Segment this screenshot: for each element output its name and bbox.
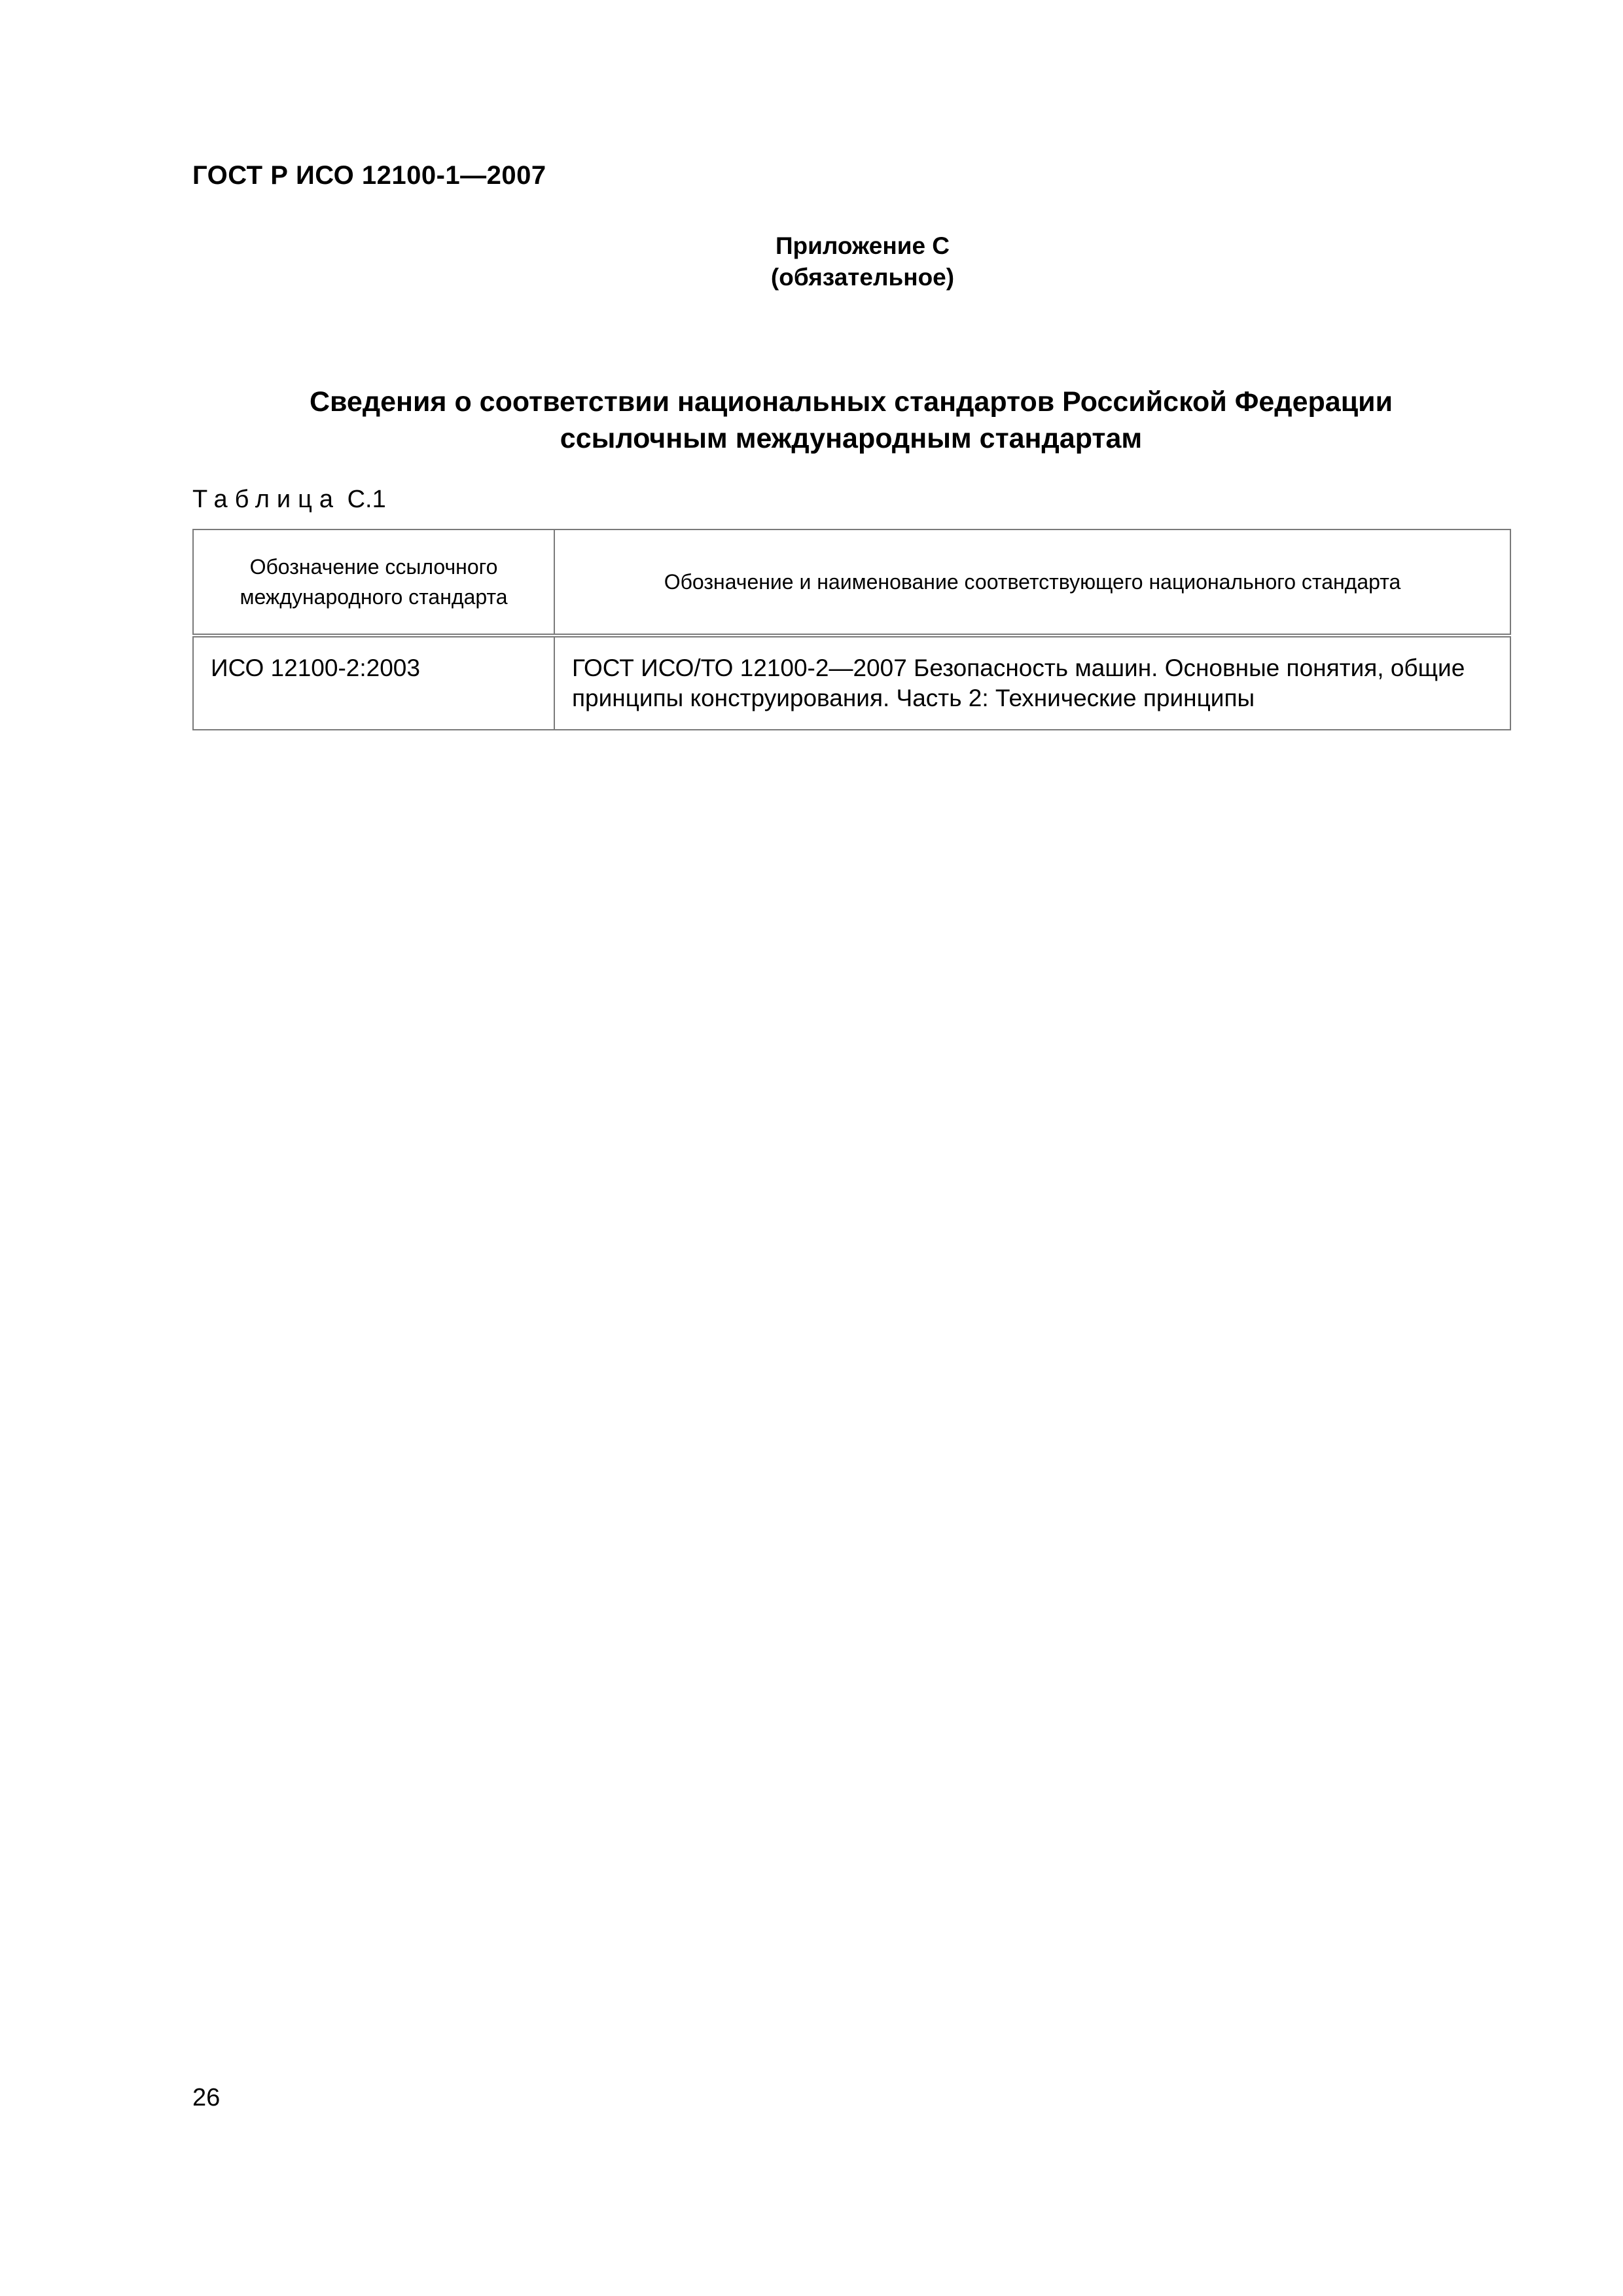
table-caption — [192, 486, 386, 514]
table-header-row — [193, 529, 1510, 636]
appendix-heading — [673, 230, 1052, 293]
section-title-line-2: ссылочным международным стандартам — [560, 423, 1143, 454]
header-international-standard: Обозначение ссылочного международного стандарта — [193, 529, 554, 636]
appendix-label: Приложение С — [775, 232, 950, 259]
header-national-standard: Обозначение и наименование соответствующего национального стандарта — [554, 529, 1510, 636]
cell-international-standard: ИСО 12100-2:2003 — [193, 636, 554, 730]
table-caption-word: Таблица — [192, 486, 340, 513]
section-title-line-1: Сведения о соответствии национальных стандартов Российской Федерации — [309, 386, 1393, 418]
table-row — [193, 636, 1510, 730]
cell-national-standard: ГОСТ ИСО/ТО 12100-2—2007 Безопасность машин. Основные понятия, общие принципы конструирования. Часть 2: Технические принципы — [554, 636, 1510, 730]
section-title — [192, 384, 1510, 457]
correspondence-table — [192, 529, 1511, 730]
table-caption-number: С.1 — [347, 486, 386, 513]
appendix-status: (обязательное) — [770, 264, 955, 291]
document-code: ГОСТ Р ИСО 12100-1—2007 — [192, 161, 546, 190]
page-number: 26 — [192, 2084, 221, 2111]
